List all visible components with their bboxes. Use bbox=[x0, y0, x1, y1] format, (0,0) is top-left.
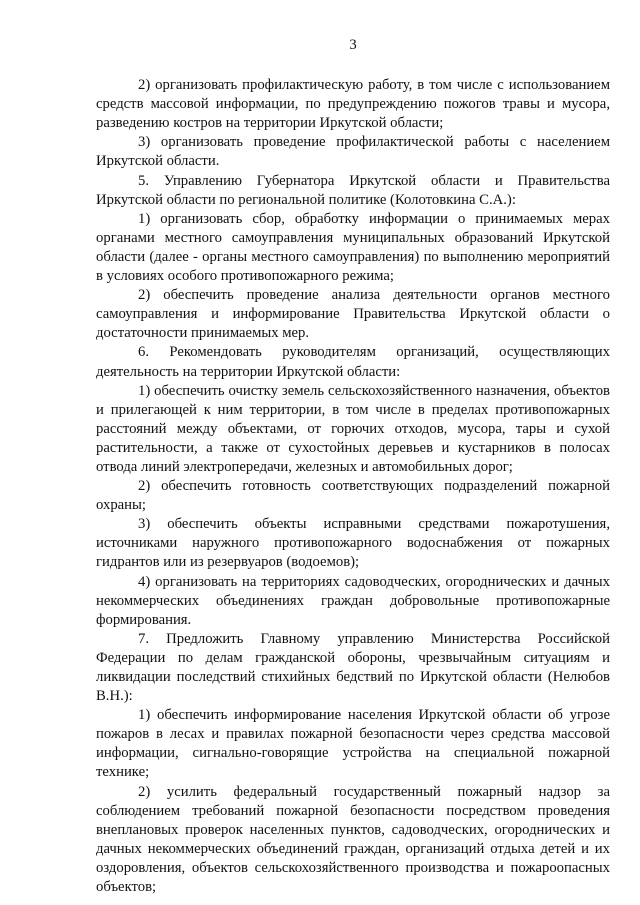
paragraph-6-3-extinguishing-means: 3) обеспечить объекты исправными средствами пожаротушения, источниками наружного противопожарного водоснабжения от пожарных гидрантов или из резервуаров (водоемов); bbox=[96, 516, 610, 571]
paragraph-7-2-fire-supervision: 2) усилить федеральный государственный пожарный надзор за соблюдением требований пожарной безопасности посредством проведения внеплановых проверок населенных пунктов, садоводческих, огороднических и дачных некоммерческих объединений граждан, организаций отдыха детей и их оздоровления, объектов сельскохозяйственного производства и пожароопасных объектов; bbox=[96, 783, 610, 896]
paragraph-5-2-analysis: 2) обеспечить проведение анализа деятельности органов местного самоуправления и информирование Правительства Иркутской области о достаточности принимаемых мер. bbox=[96, 287, 610, 342]
paragraph-3-preventive-work-population: 3) организовать проведение профилактической работы с населением Иркутской области. bbox=[96, 134, 610, 170]
paragraph-6-1-land-clearing: 1) обеспечить очистку земель сельскохозяйственного назначения, объектов и прилегающей к ним территории, в том числе в пределах противопожарных расстояний между объектами, от горючих отходов, мусора, тары и сухой растительности, а также от сухостойных деревьев и кустарников в полосах отвода линий электропередачи, железных и автомобильных дорог; bbox=[96, 382, 610, 475]
paragraph-section-7-emercom: 7. Предложить Главному управлению Министерства Российской Федерации по делам гражданской обороны, чрезвычайным ситуациям и ликвидации последствий стихийных бедствий по Иркутской области (Нелюбов В.Н.): bbox=[96, 630, 610, 705]
page-number: 3 bbox=[349, 37, 357, 53]
paragraph-section-6-recommend-organizations: 6. Рекомендовать руководителям организаций, осуществляющих деятельность на территории Иркутской области: bbox=[96, 344, 610, 380]
paragraph-6-2-fire-units-readiness: 2) обеспечить готовность соответствующих подразделений пожарной охраны; bbox=[96, 478, 610, 514]
paragraph-7-1-inform-population: 1) обеспечить информирование населения Иркутской области об угрозе пожаров в лесах и правилах пожарной безопасности через средства массовой информации, сигнально-говорящие устройства на специальной пожарной технике; bbox=[96, 707, 610, 781]
paragraph-5-1-collect-information: 1) организовать сбор, обработку информации о принимаемых мерах органами местного самоуправления муниципальных образований Иркутской области (далее - органы местного самоуправления) по выполнению мероприятий в условиях особого противопожарного режима; bbox=[96, 210, 610, 285]
paragraph-6-4-volunteer-formations: 4) организовать на территориях садоводческих, огороднических и дачных некоммерческих объединениях граждан добровольные противопожарные формирования. bbox=[96, 573, 610, 628]
paragraph-2-preventive-work-media: 2) организовать профилактическую работу, в том числе с использованием средств массовой информации, по предупреждению пожогов травы и мусора, разведению костров на территории Иркутской области; bbox=[96, 77, 610, 132]
paragraph-section-5-governor-office: 5. Управлению Губернатора Иркутской области и Правительства Иркутской области по региональной политике (Колотовкина С.А.): bbox=[96, 172, 610, 208]
document-page bbox=[96, 36, 610, 897]
